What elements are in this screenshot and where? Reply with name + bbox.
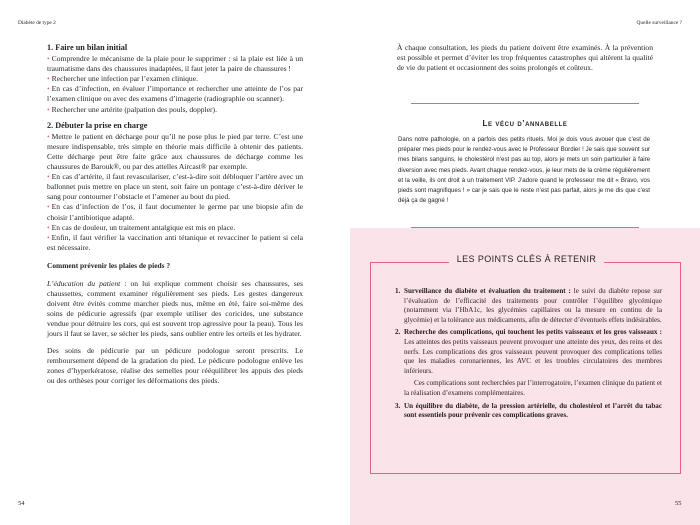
list-item: • Comprendre le mécanisme de la plaie pour le supprimer : si la plaie est liée à un traumatisme dans des chaussures inadaptées, il faut jeter la paire de chaussures !	[47, 54, 303, 74]
paragraph-pedicurie: Des soins de pédicurie par un pédicure podologue seront prescrits. Le remboursement dépend de la gradation du pied. Le pédicure podologue enlève les zones d’hyperkératose, réalise des semelles pour rééquilibrer les appuis des pieds ou des orthèses pour corriger les déformations des pieds.	[47, 345, 303, 385]
vecu-title: Le vécu d’annabelle	[482, 119, 568, 128]
page-number-right: 55	[675, 500, 682, 507]
bullet-icon: •	[47, 131, 50, 141]
key-point-item: 3. Un équilibre du diabète, de la pression artérielle, du cholestérol et l’arrêt du tabac sont essentiels pour prévenir ces complications graves.	[395, 401, 662, 420]
list-item: • En cas d’artérite, il faut revasculariser, c’est-à-dire soit débloquer l’artère avec un ballonnet puis mettre en place un stent, soit faire un pontage c’est-à-dire dériver le sang pour contourner l’obstacle et l’amener au bout du pied.	[47, 172, 303, 202]
list-item: • En cas de douleur, un traitement antalgique est mis en place.	[47, 222, 236, 232]
bullet-icon: •	[47, 84, 50, 94]
key-point-item: 2. Recherche des complications, qui touchent les petits vaisseaux et les gros vaisseaux : Les atteintes des petits vaisseaux peuvent provoquer une atteinte des yeux, des reins et des nerfs. Les complications des gros vaisseaux peuvent provoquer des complications telles que les maladies coronariennes, les AVC et les troubles circulatoires des membres inférieurs.	[395, 328, 662, 375]
bullet-icon: •	[47, 222, 50, 232]
intro-paragraph: À chaque consultation, les pieds du patient doivent être examinés. À la prévention est possible et permet d’éviter les trop fréquentes catastrophes qui altèrent la qualité de vie du patient et occasionnent des soins prolongés et coûteux.	[397, 43, 653, 73]
bullet-icon: •	[47, 172, 50, 182]
key-points-title: LES POINTS CLÉS À RETENIR	[449, 254, 604, 264]
running-head-left: Diabète de type 2	[18, 20, 56, 26]
page-number-left: 54	[18, 500, 25, 507]
list-item: • Rechercher une infection par l’examen clinique.	[47, 74, 198, 84]
left-column	[47, 43, 303, 386]
list-item: • Mettre le patient en décharge pour qu’il ne pose plus le pied par terre. C’est une mesure indispensable, très simple en théorie mais difficile à obtenir des patients. Cette décharge peut être faite grâce aux chaussures de décharge comme les chaussures de Barouk®, ou par des attelles Aircast® par exemple.	[47, 131, 303, 172]
section-title-prise-en-charge: 2. Débuter la prise en charge	[47, 120, 148, 130]
paragraph-education: L’éducation du patient : on lui explique comment choisir ses chaussures, ses chaussettes, comment examiner régulièrement ses pieds. Les gestes dangereux doivent être évités comme marcher pieds nus, même en été, faire soi-même des soins de pédicurie agressifs (par exemple utiliser des coricides, une substance vendue pour détruire les cors, qui est souvent trop agressive pour la peau). Tous les jours il faut se laver, se sécher les pieds, sans oublier entre les orteils et les hydrater.	[47, 278, 303, 339]
divider-bottom	[411, 227, 639, 228]
list-item: • Rechercher une artérite (palpation des pouls, doppler).	[47, 104, 217, 114]
vecu-text: Dans notre pathologie, on a parfois des petits rituels. Moi je dois vous avouer que c’est de préparer mes pieds pour le rendez-vous avec le Professeur Bordier ! Je sais que souvent sur mes bilans sanguins, le cholestérol n’est pas au top, alors je mets un soin particulier à faire diversion avec mes pieds. Avant chaque rendez-vous, je leur mets de la crème régulièrement et la veille, ils ont droit à un traitement VIP. J’adore quand le professeur me dit « Bravo, vos pieds sont magnifiques ! » car je sais que le reste n’est pas parfait, alors je me dis que c’est déjà ça de gagné !	[398, 136, 650, 205]
bullet-icon: •	[47, 54, 50, 64]
bullet-icon: •	[47, 232, 50, 242]
list-item: • En cas d’infection de l’os, il faut documenter le germe par une biopsie afin de choisir l’antibiotique adapté.	[47, 202, 303, 222]
list-item: • En cas d’infection, en évaluer l’importance et rechercher une atteinte de l’os par l’examen clinique ou avec des examens d’imagerie (radiographie ou scanner).	[47, 84, 303, 104]
list-item: • Enfin, il faut vérifier la vaccination anti tétanique et revacciner le patient si cela est nécessaire.	[47, 232, 303, 252]
subheading-prevention: Comment prévenir les plaies de pieds ?	[47, 260, 171, 270]
running-head-right: Quelle surveillance ?	[636, 20, 682, 26]
section-title-bilan: 1. Faire un bilan initial	[47, 43, 128, 52]
key-point-item: 1. Surveillance du diabète et évaluation du traitement : le suivi du diabète repose sur l’évaluation de l’efficacité des traitements pour contrôler l’équilibre glycémique (notamment via l’HbA1c, les glycémies capillaires ou la mesure en continu de la glycémie) et la tolérance aux médicaments, afin de détecter d’éventuels effets indésirables.	[395, 287, 662, 324]
bullet-icon: •	[47, 74, 50, 84]
bullet-icon: •	[47, 202, 50, 212]
bullet-icon: •	[47, 104, 50, 114]
key-point-item: Ces complications sont recherchées par l’interrogatoire, l’examen clinique du patient et la réalisation d’examens complémentaires.	[404, 379, 662, 397]
key-points-list	[396, 287, 662, 424]
divider-top	[411, 103, 639, 104]
